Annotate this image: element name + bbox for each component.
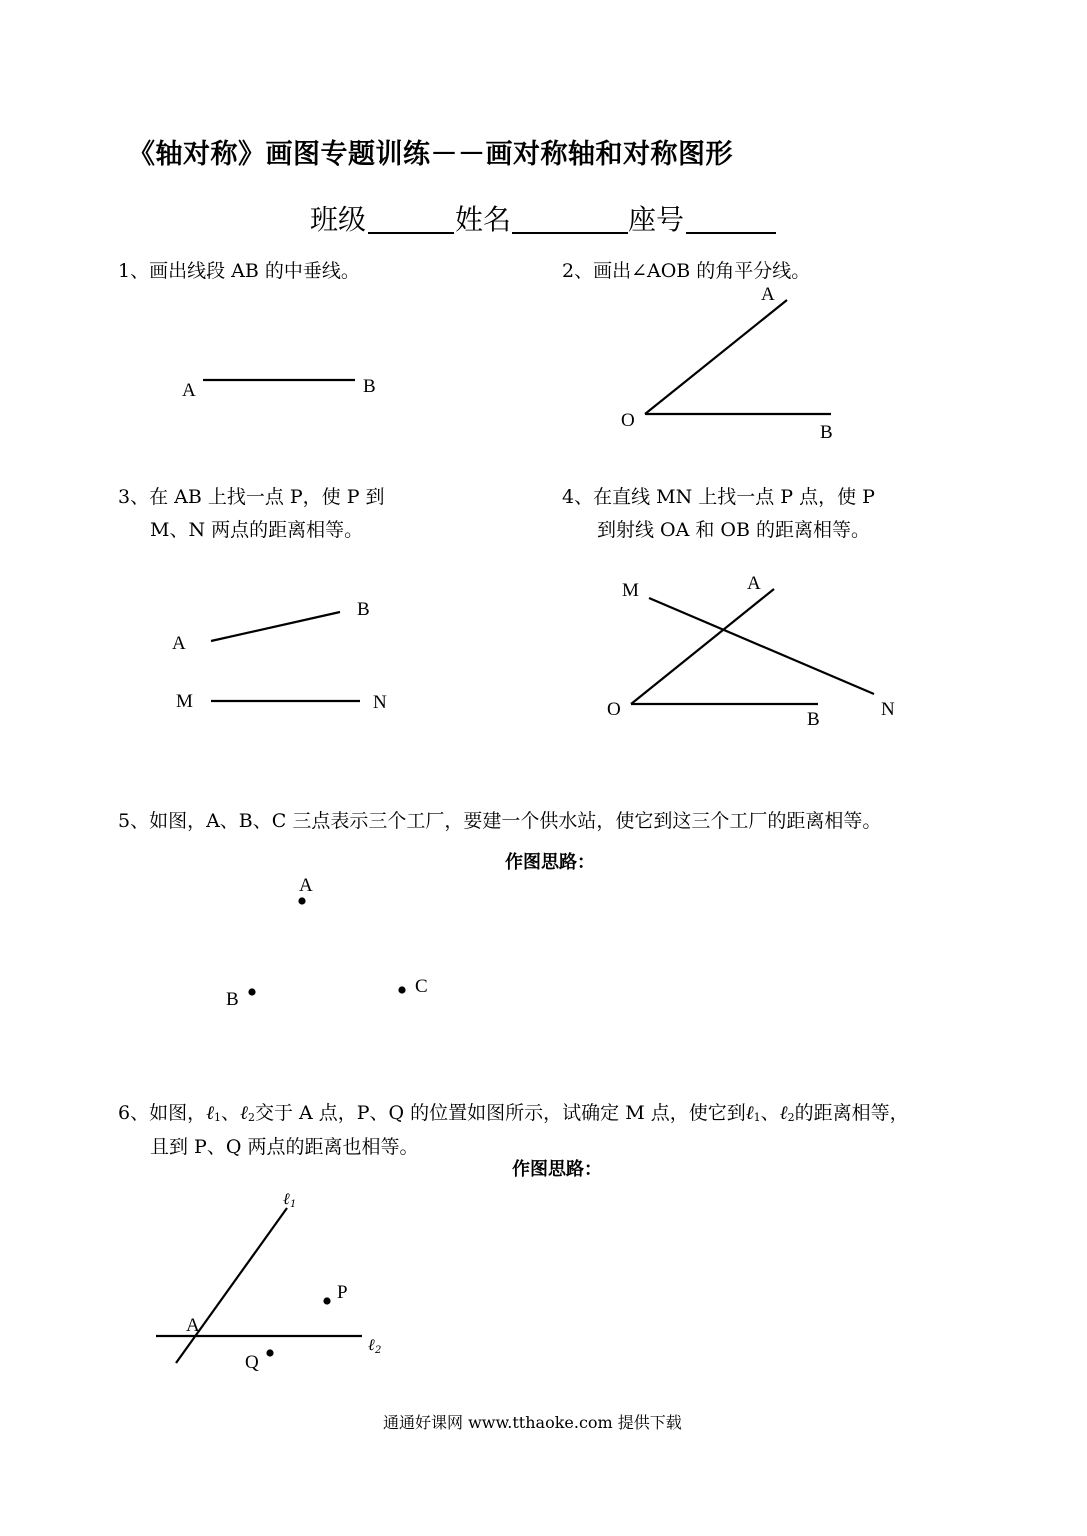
question-4-line2: 到射线 OA 和 OB 的距离相等。 [597,519,870,541]
q4-label-o: O [607,699,621,720]
q6-middle: 交于 A 点，P、Q 的位置如图所示，试确定 M 点，使它到 [254,1102,746,1124]
footer-text: 通通好课网 www.tthaoke.com 提供下载 [383,1413,682,1432]
q3-label-m: M [176,691,193,712]
q6-suffix: 的距离相等， [794,1102,909,1124]
q6-point-q [266,1349,273,1356]
q2-label-b: B [820,422,833,443]
q5-point-b [248,988,255,995]
q5-label-a: A [299,875,313,896]
q4-ray-oa [631,589,774,704]
q4-line-mn [649,598,874,694]
q6-l2-symbol: ℓ [240,1102,248,1124]
q6-l2-sub: 2 [247,1111,255,1124]
q6-l1-sub: 1 [214,1111,222,1124]
q6-l1-symbol-2: ℓ [745,1102,754,1124]
page-title: 《轴对称》画图专题训练－－画对称轴和对称图形 [128,139,733,170]
question-2-text: 2、画出∠AOB 的角平分线。 [562,260,811,282]
q2-ray-oa [645,300,787,414]
q6-label-p: P [337,1282,348,1303]
q6-point-p [323,1297,330,1304]
q6-line-l1 [176,1208,287,1363]
q2-label-o: O [621,410,635,431]
q6-label-l2-sub: 2 [375,1345,382,1356]
q1-label-b: B [363,376,376,397]
question-6-think: 作图思路： [512,1159,602,1180]
question-3-line2: M、N 两点的距离相等。 [150,519,364,541]
q4-label-m: M [622,580,639,601]
q4-label-n: N [881,699,895,720]
q5-label-c: C [415,976,428,997]
q6-label-a: A [186,1315,200,1336]
q4-label-a: A [747,573,761,594]
q6-sep-2: 、 [760,1102,780,1124]
q6-l2-symbol-2: ℓ [779,1102,788,1124]
question-4-line1: 4、在直线 MN 上找一点 P 点，使 P [562,486,875,508]
q6-prefix: 6、如图， [118,1102,207,1124]
q6-label-l1: ℓ [283,1189,290,1208]
q6-label-q: Q [245,1352,259,1373]
question-5-text: 5、如图，A、B、C 三点表示三个工厂，要建一个供水站，使它到这三个工厂的距离相等。 [118,810,882,832]
seat-label: 座号 [628,203,685,236]
q1-label-a: A [182,380,196,401]
name-label: 姓名 [455,203,512,236]
question-6-line2: 且到 P、Q 两点的距离也相等。 [150,1136,419,1158]
q2-label-a: A [761,284,775,305]
q4-label-b: B [807,709,820,730]
q3-label-a: A [172,633,186,654]
q6-sep-1: 、 [221,1102,241,1124]
q5-point-c [398,986,405,993]
question-3-line1: 3、在 AB 上找一点 P，使 P 到 [118,486,385,508]
q6-l2-sub-2: 2 [787,1111,795,1124]
q5-label-b: B [226,989,239,1010]
q3-label-n: N [373,692,387,713]
q6-label-l1-sub: 1 [290,1199,297,1210]
q6-label-l2: ℓ [368,1335,375,1354]
question-1-text: 1、画出线段 AB 的中垂线。 [118,260,360,282]
question-5-think: 作图思路： [505,852,595,873]
q6-l1-sub-2: 1 [753,1111,761,1124]
q5-point-a [298,897,305,904]
q3-segment-ab [211,612,340,641]
q6-l1-symbol: ℓ [206,1102,215,1124]
q3-label-b: B [357,599,370,620]
class-label: 班级 [310,203,367,236]
